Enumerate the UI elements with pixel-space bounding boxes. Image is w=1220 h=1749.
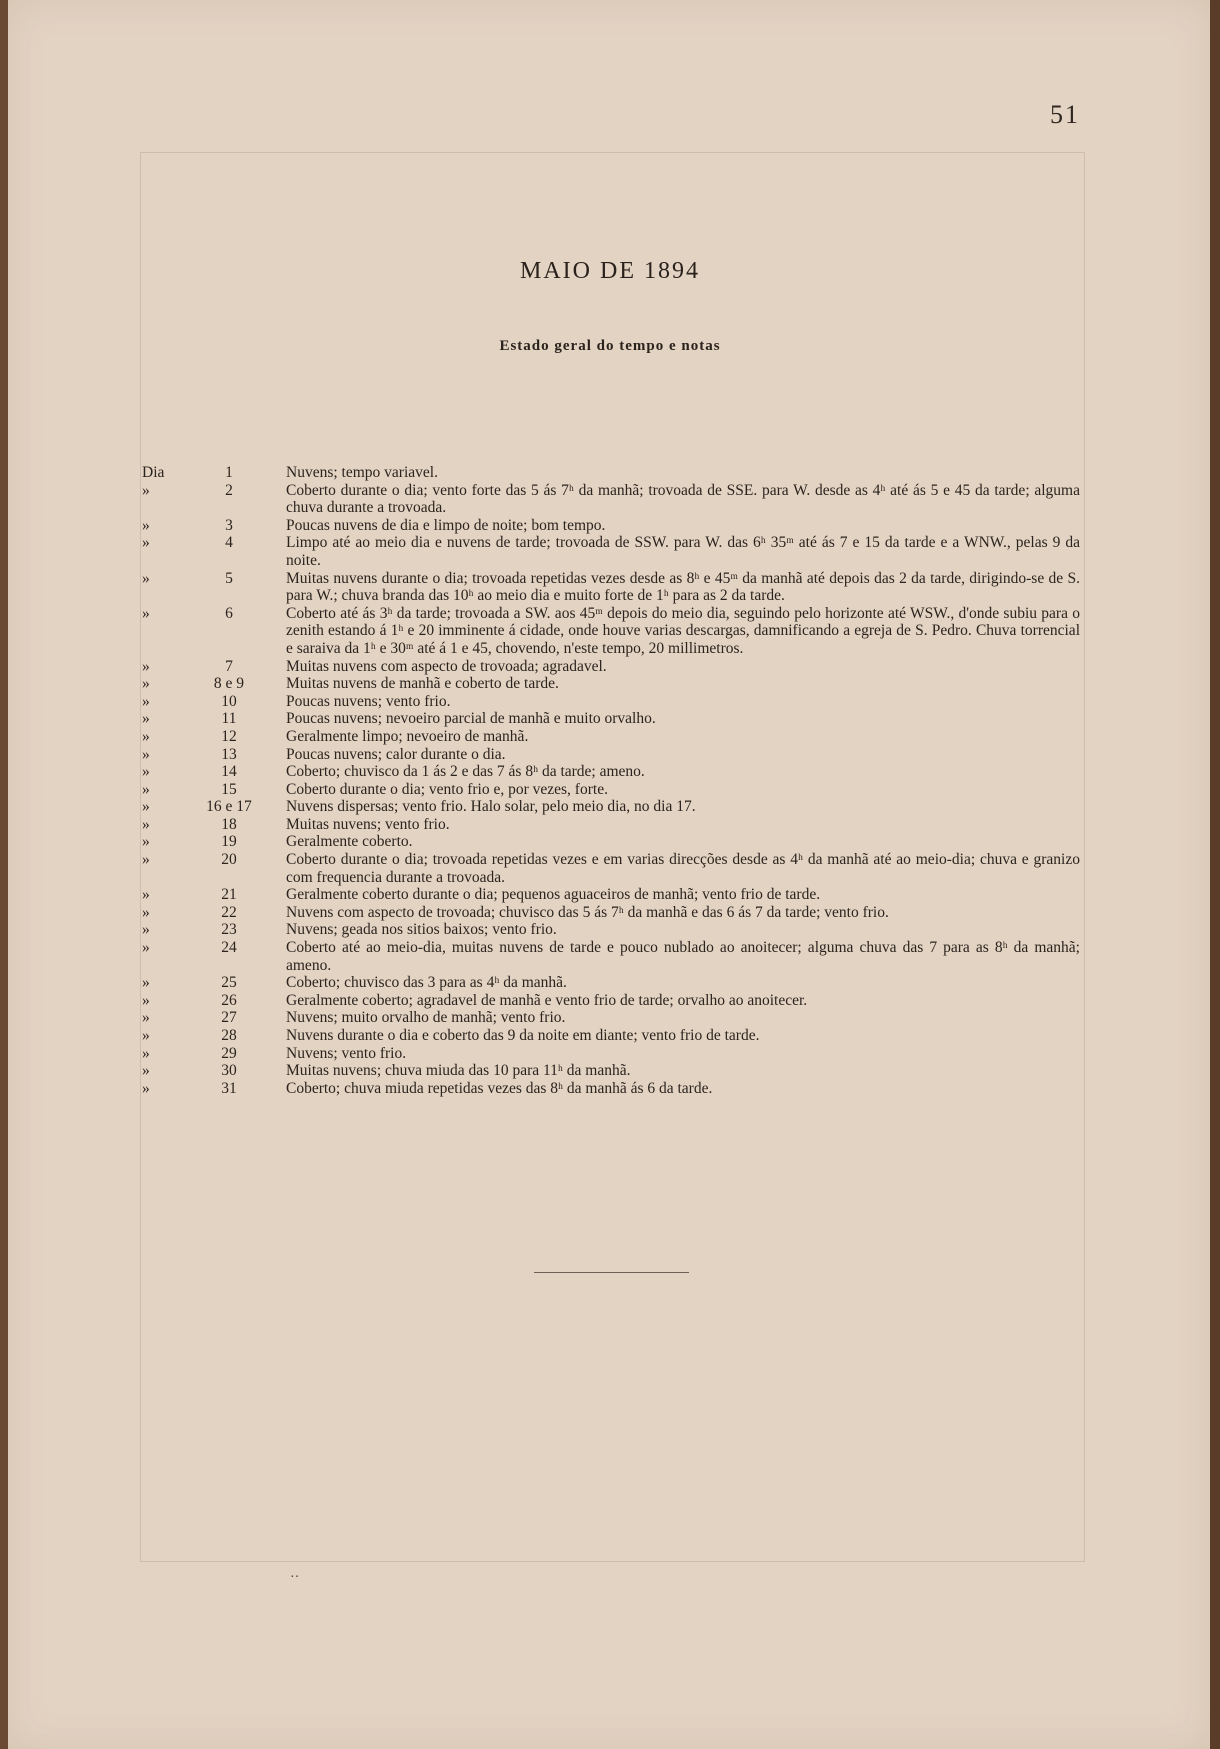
entry-row: [140, 798, 1080, 816]
entry-note: Geralmente coberto durante o dia; pequenos aguaceiros de manhã; vento frio de tarde.: [286, 886, 821, 904]
entry-label: »: [142, 939, 150, 957]
entry-row: [140, 517, 1080, 535]
entry-day: 10: [221, 692, 237, 710]
entry-row: [140, 886, 1080, 904]
entry-day: 26: [221, 991, 237, 1009]
entry-note: Nuvens; geada nos sitios baixos; vento frio.: [286, 921, 557, 939]
entry-day: 30: [221, 1062, 237, 1080]
page-title: MAIO DE 1894: [520, 258, 700, 284]
entry-day: 7: [225, 657, 233, 675]
entry-note: Nuvens dispersas; vento frio. Halo solar, pelo meio dia, no dia 17.: [286, 798, 696, 816]
entry-note: Nuvens; vento frio.: [286, 1044, 407, 1062]
entry-note: Nuvens com aspecto de trovoada; chuvisco das 5 ás 7ʰ da manhã e das 6 ás 7 da tarde; vento frio.: [286, 903, 889, 921]
entry-row: [140, 1062, 1080, 1080]
page-subtitle: Estado geral do tempo e notas: [499, 338, 721, 354]
entry-label: »: [142, 780, 150, 798]
entry-note: Poucas nuvens de dia e limpo de noite; bom tempo.: [286, 516, 606, 534]
entry-label: »: [142, 516, 150, 534]
entry-label: »: [142, 1044, 150, 1062]
entry-label: »: [142, 727, 150, 745]
entry-label: »: [142, 534, 150, 552]
entry-row: [140, 763, 1080, 781]
entry-day: 22: [221, 903, 237, 921]
entry-label: »: [142, 604, 150, 622]
entry-row: [140, 605, 1080, 658]
entry-day: 19: [221, 833, 237, 851]
entry-row: [140, 1045, 1080, 1063]
entry-day: 14: [221, 763, 237, 781]
entry-note: Muitas nuvens de manhã e coberto de tarde.: [286, 675, 559, 693]
entry-note: Coberto durante o dia; vento frio e, por vezes, forte.: [286, 780, 608, 798]
entry-note: Coberto durante o dia; trovoada repetidas vezes e em varias direcções desde as 4ʰ da manhã até ao meio-dia; chuva e granizo com frequencia durante a trovoada.: [286, 851, 1080, 886]
entry-row: [140, 658, 1080, 676]
entry-row: [140, 746, 1080, 764]
decorative-dots: ··: [290, 1570, 300, 1585]
entry-row: [140, 675, 1080, 693]
entry-label: »: [142, 1062, 150, 1080]
entry-label: »: [142, 675, 150, 693]
entry-label: »: [142, 921, 150, 939]
entry-row: [140, 781, 1080, 799]
entry-note: Muitas nuvens durante o dia; trovoada repetidas vezes desde as 8ʰ e 45ᵐ da manhã até depois das 2 da tarde, dirigindo-se de S. para W.; chuva branda das 10ʰ ao meio dia e muito forte de 1ʰ para as 2 da tarde.: [286, 569, 1080, 605]
entry-note: Muitas nuvens; chuva miuda das 10 para 11ʰ da manhã.: [286, 1062, 631, 1080]
entry-day: 23: [221, 921, 237, 939]
entry-note: Limpo até ao meio dia e nuvens de tarde; trovoada de SSW. para W. das 6ʰ 35ᵐ até ás 7 e 15 da tarde e a WNW., pelas 9 da noite.: [286, 534, 1080, 569]
entry-label: »: [142, 569, 150, 587]
entry-row: [140, 728, 1080, 746]
entry-label: »: [142, 886, 150, 904]
entry-label: »: [142, 974, 150, 992]
entry-row: [140, 1027, 1080, 1045]
entry-row: [140, 534, 1080, 569]
entry-note: Muitas nuvens com aspecto de trovoada; agradavel.: [286, 657, 607, 675]
entry-day: 1: [225, 464, 233, 481]
entry-row: [140, 939, 1080, 974]
entry-note: Geralmente limpo; nevoeiro de manhã.: [286, 727, 529, 745]
entry-label: »: [142, 798, 150, 816]
entry-label: »: [142, 657, 150, 675]
entry-note: Nuvens; tempo variavel.: [286, 464, 438, 481]
entry-label: »: [142, 833, 150, 851]
entry-day: 3: [225, 516, 233, 534]
entry-day: 24: [221, 939, 237, 957]
entry-note: Coberto até ao meio-dia, muitas nuvens de tarde e pouco nublado ao anoitecer; alguma chuva das 7 para as 8ʰ da manhã; ameno.: [286, 939, 1080, 974]
entry-day: 21: [221, 886, 237, 904]
entry-day: 2: [225, 481, 233, 499]
entry-note: Nuvens; muito orvalho de manhã; vento frio.: [286, 1009, 566, 1027]
entry-day: 25: [221, 974, 237, 992]
divider: [534, 1272, 689, 1273]
entry-label: »: [142, 1079, 150, 1097]
entry-row: [140, 1009, 1080, 1027]
weather-notes-list: [140, 464, 1080, 1097]
entry-day: 29: [221, 1044, 237, 1062]
entry-day: 27: [221, 1009, 237, 1027]
entry-label: »: [142, 692, 150, 710]
entry-day: 15: [221, 780, 237, 798]
entry-note: Geralmente coberto; agradavel de manhã e vento frio de tarde; orvalho ao anoitecer.: [286, 991, 808, 1009]
entry-day: 31: [221, 1079, 237, 1097]
entry-day: 11: [221, 710, 237, 728]
entry-note: Coberto; chuvisco das 3 para as 4ʰ da manhã.: [286, 974, 567, 992]
entry-label: »: [142, 745, 150, 763]
entry-row: [140, 851, 1080, 886]
entry-label: »: [142, 763, 150, 781]
entry-label: »: [142, 991, 150, 1009]
entry-day: 12: [221, 727, 237, 745]
entry-row: [140, 710, 1080, 728]
entry-label: »: [142, 481, 150, 499]
entry-label: »: [142, 903, 150, 921]
entry-row: [140, 921, 1080, 939]
page-number: 51: [1050, 100, 1080, 129]
entry-note: Coberto; chuva miuda repetidas vezes das 8ʰ da manhã ás 6 da tarde.: [286, 1079, 713, 1097]
entry-note: Muitas nuvens; vento frio.: [286, 815, 450, 833]
entry-day: 16 e 17: [206, 798, 252, 816]
entry-note: Nuvens durante o dia e coberto das 9 da noite em diante; vento frio de tarde.: [286, 1027, 760, 1044]
entry-label: »: [142, 851, 150, 869]
entry-note: Poucas nuvens; vento frio.: [286, 692, 451, 710]
entry-label: »: [142, 1027, 150, 1044]
entry-row: [140, 833, 1080, 851]
entry-row: [140, 482, 1080, 517]
entry-day: 8 e 9: [213, 675, 245, 693]
entry-label: Dia: [142, 464, 165, 481]
entry-day: 6: [225, 604, 233, 622]
entry-note: Coberto durante o dia; vento forte das 5 ás 7ʰ da manhã; trovoada de SSE. para W. desde as 4ʰ até ás 5 e 45 da tarde; alguma chuva durante a trovoada.: [286, 481, 1080, 517]
entry-note: Coberto até ás 3ʰ da tarde; trovoada a SW. aos 45ᵐ depois do meio dia, seguindo pelo horizonte até WSW., d'onde subiu para o zenith estando á 1ʰ e 20 imminente á cidade, onde houve varias descargas, damnificando a egreja de S. Pedro. Chuva torrencial e saraiva da 1ʰ e 30ᵐ até á 1 e 45, chovendo, n'este tempo, 20 millimetros.: [286, 604, 1080, 657]
entry-label: »: [142, 710, 150, 728]
entry-day: 4: [225, 534, 233, 552]
entry-day: 5: [225, 569, 233, 587]
entry-day: 18: [221, 815, 237, 833]
entry-note: Geralmente coberto.: [286, 833, 413, 851]
entry-note: Coberto; chuvisco da 1 ás 2 e das 7 ás 8ʰ da tarde; ameno.: [286, 763, 645, 781]
entry-row: [140, 570, 1080, 605]
entry-row: [140, 693, 1080, 711]
entry-note: Poucas nuvens; calor durante o dia.: [286, 745, 506, 763]
entry-row: [140, 974, 1080, 992]
entry-row: [140, 464, 1080, 482]
entry-day: 28: [221, 1027, 237, 1044]
entry-row: [140, 992, 1080, 1010]
entry-row: [140, 904, 1080, 922]
entry-row: [140, 1080, 1080, 1098]
entry-label: »: [142, 815, 150, 833]
entry-label: »: [142, 1009, 150, 1027]
entry-day: 20: [221, 851, 237, 869]
entry-row: [140, 816, 1080, 834]
entry-note: Poucas nuvens; nevoeiro parcial de manhã e muito orvalho.: [286, 710, 656, 728]
entry-day: 13: [221, 745, 237, 763]
